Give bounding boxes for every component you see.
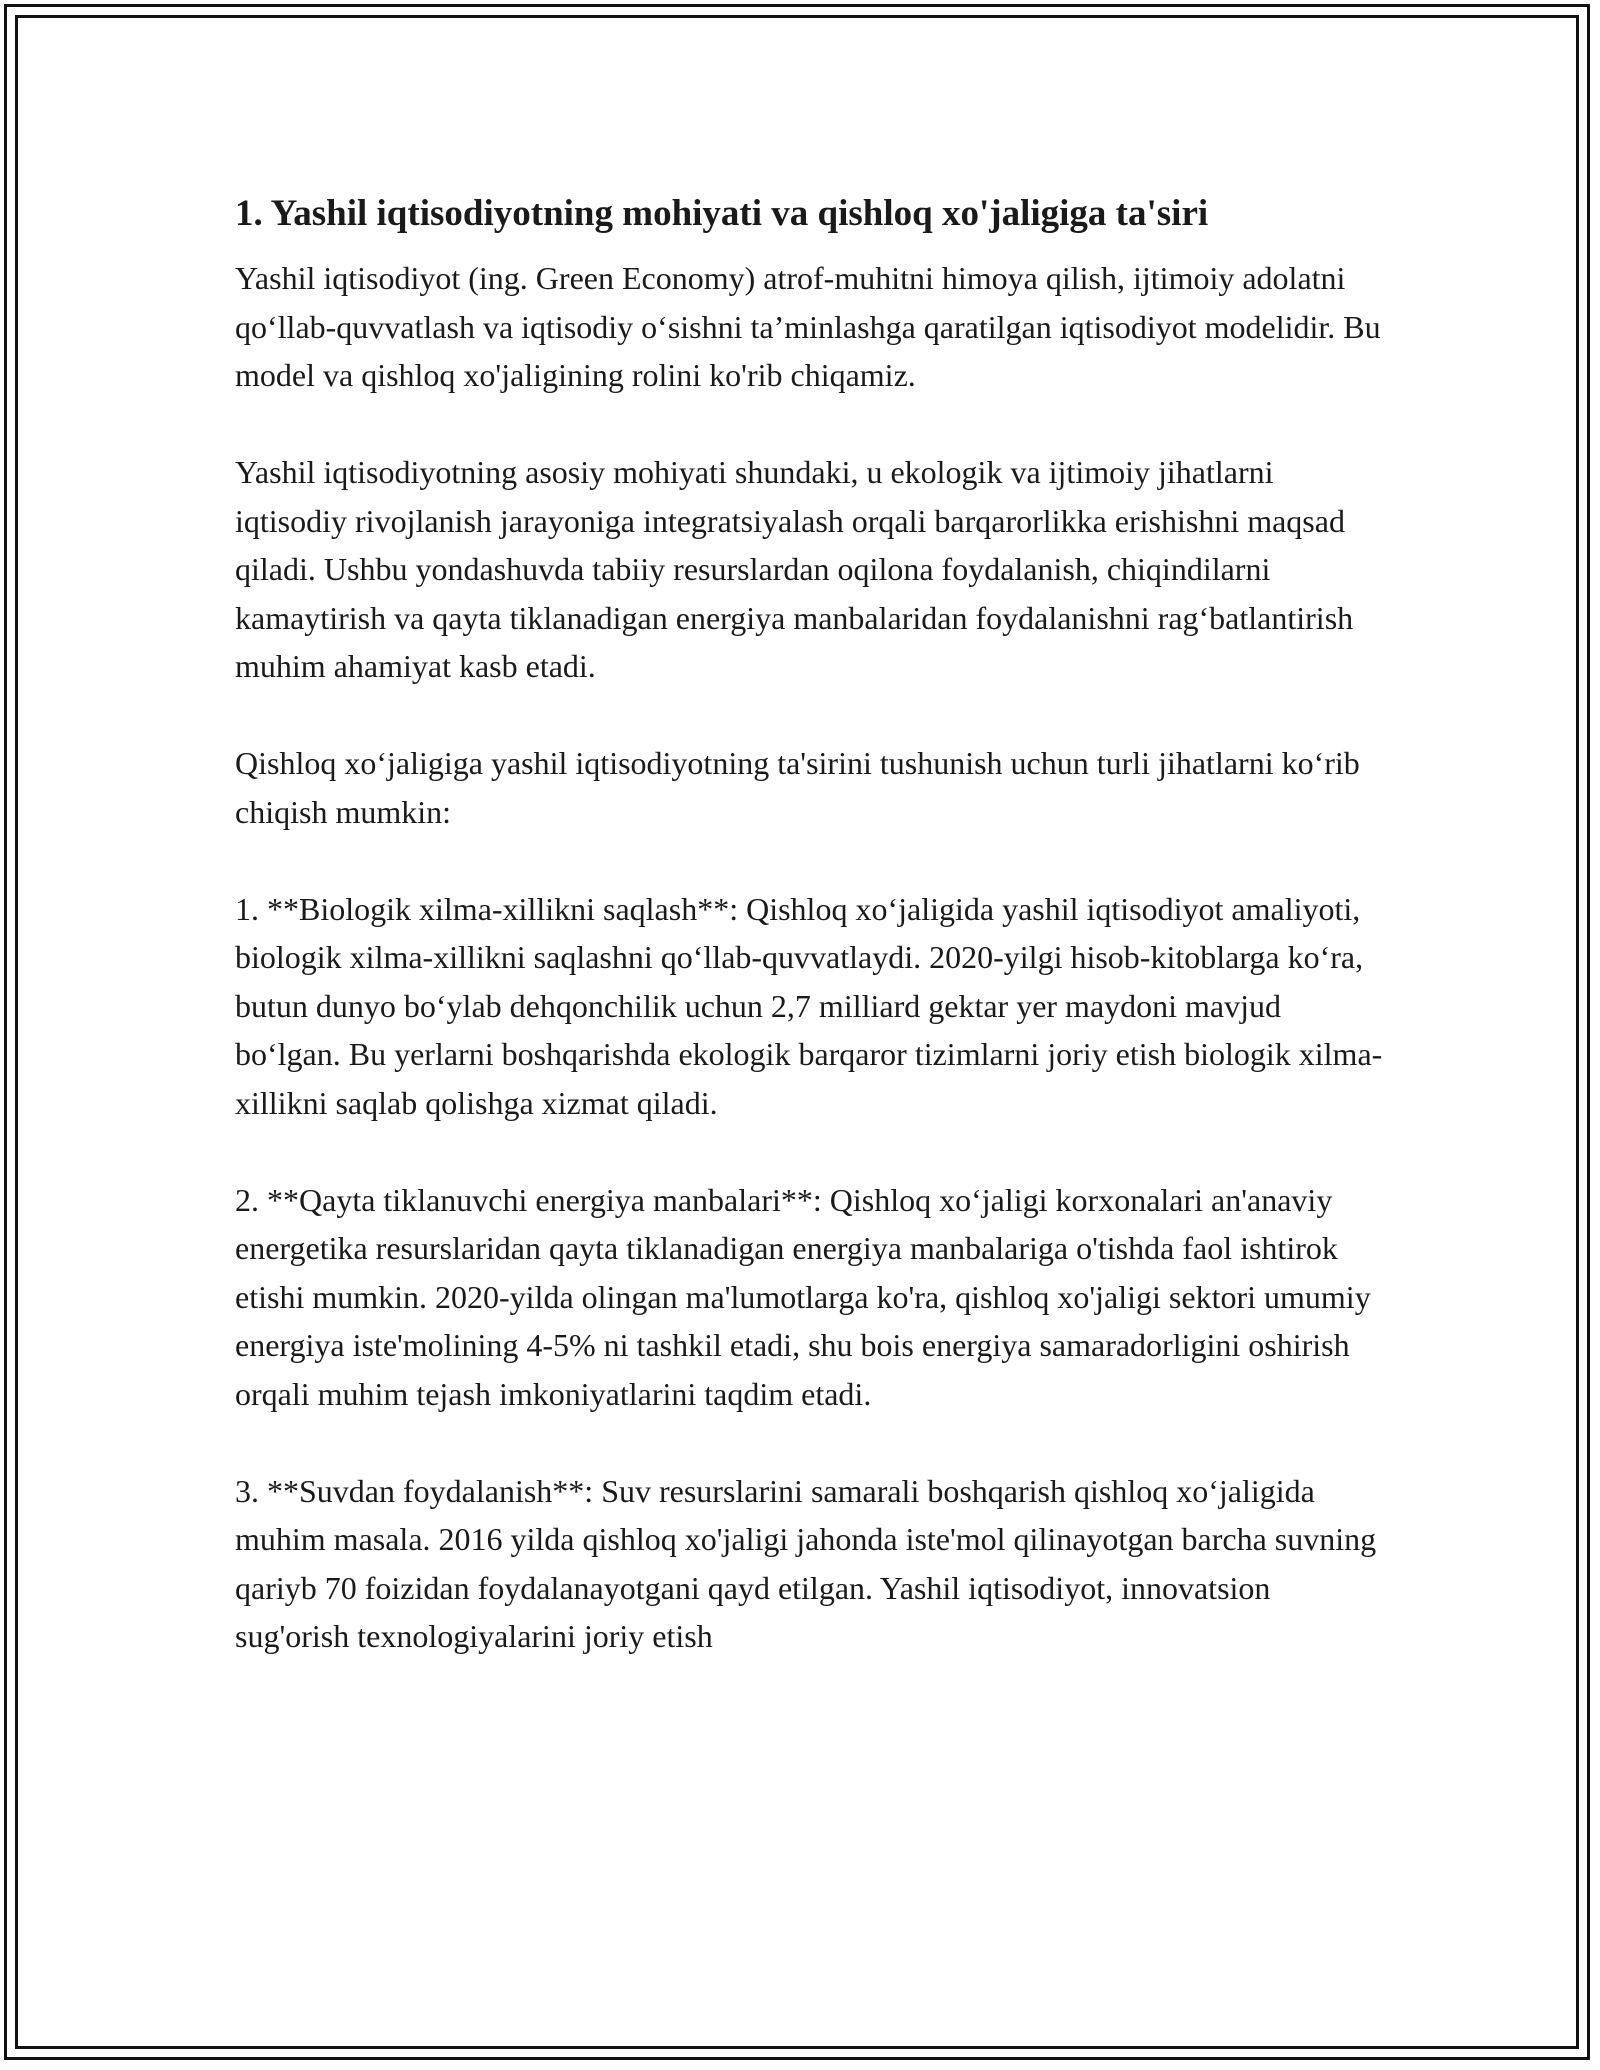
list-item-biodiversity: 1. **Biologik xilma-xillikni saqlash**: Qishloq xo‘jaligida yashil iqtisodiyot amaliyoti, biologik xilma-xillikni saqlashni qo‘llab-quvvatlaydi. 2020-yilgi hisob-kitoblarga ko‘ra, butun dunyo bo‘ylab dehqonchilik uchun 2,7 milliard gektar yer maydoni mavjud bo‘lgan. Bu yerlarni boshqarishda ekologik barqaror tizimlarni joriy etish biologik xilma-xillikni saqlab qolishga xizmat qiladi.	[235, 890, 1383, 1121]
paragraph-essence: Yashil iqtisodiyotning asosiy mohiyati shundaki, u ekologik va ijtimoiy jihatlarni iqtisodiy rivojlanish jarayoniga integratsiyalash orqali barqarorlikka erishishni maqsad qiladi. Ushbu yondashuvda tabiiy resurslardan oqilona foydalanish, chiqindilarni kamaytirish va qayta tiklanadigan energiya manbalaridan foydalanishni rag‘batlantirish muhim ahamiyat kasb etadi.	[235, 454, 1354, 684]
list-item-renewable-energy: 2. **Qayta tiklanuvchi energiya manbalari**: Qishloq xo‘jaligi korxonalari an'anaviy energetika resurslaridan qayta tiklanadigan energiya manbalariga o'tishda faol ishtirok etishi mumkin. 2020-yilda olingan ma'lumotlarga ko'ra, qishloq xo'jaligi sektori umumiy energiya iste'molining 4-5% ni tashkil etadi, shu bois energiya samaradorligini oshirish orqali muhim tejash imkoniyatlarini taqdim etadi.	[235, 1181, 1371, 1412]
document-title: 1. Yashil iqtisodiyotning mohiyati va qishloq xo'jaligiga ta'siri	[235, 193, 1209, 234]
paragraph-intro: Yashil iqtisodiyot (ing. Green Economy) atrof-muhitni himoya qilish, ijtimoiy adolatni qo‘llab-quvvatlash va iqtisodiy o‘sishni ta’minlashga qaratilgan iqtisodiyot modelidir. Bu model va qishloq xo'jaligining rolini ko'rib chiqamiz.	[235, 260, 1381, 393]
list-item-water-use: 3. **Suvdan foydalanish**: Suv resurslarini samarali boshqarish qishloq xo‘jaligida muhim masala. 2016 yilda qishloq xo'jaligi jahonda iste'mol qilinayotgan barcha suvning qariyb 70 foizidan foydalanayotgani qayd etilgan. Yashil iqtisodiyot, innovatsion sug'orish texnologiyalarini joriy etish	[235, 1472, 1377, 1654]
document-body	[235, 186, 1385, 1709]
paragraph-aspects-intro: Qishloq xo‘jaligiga yashil iqtisodiyotning ta'sirini tushunish uchun turli jihatlarni ko‘rib chiqish mumkin:	[235, 745, 1360, 830]
